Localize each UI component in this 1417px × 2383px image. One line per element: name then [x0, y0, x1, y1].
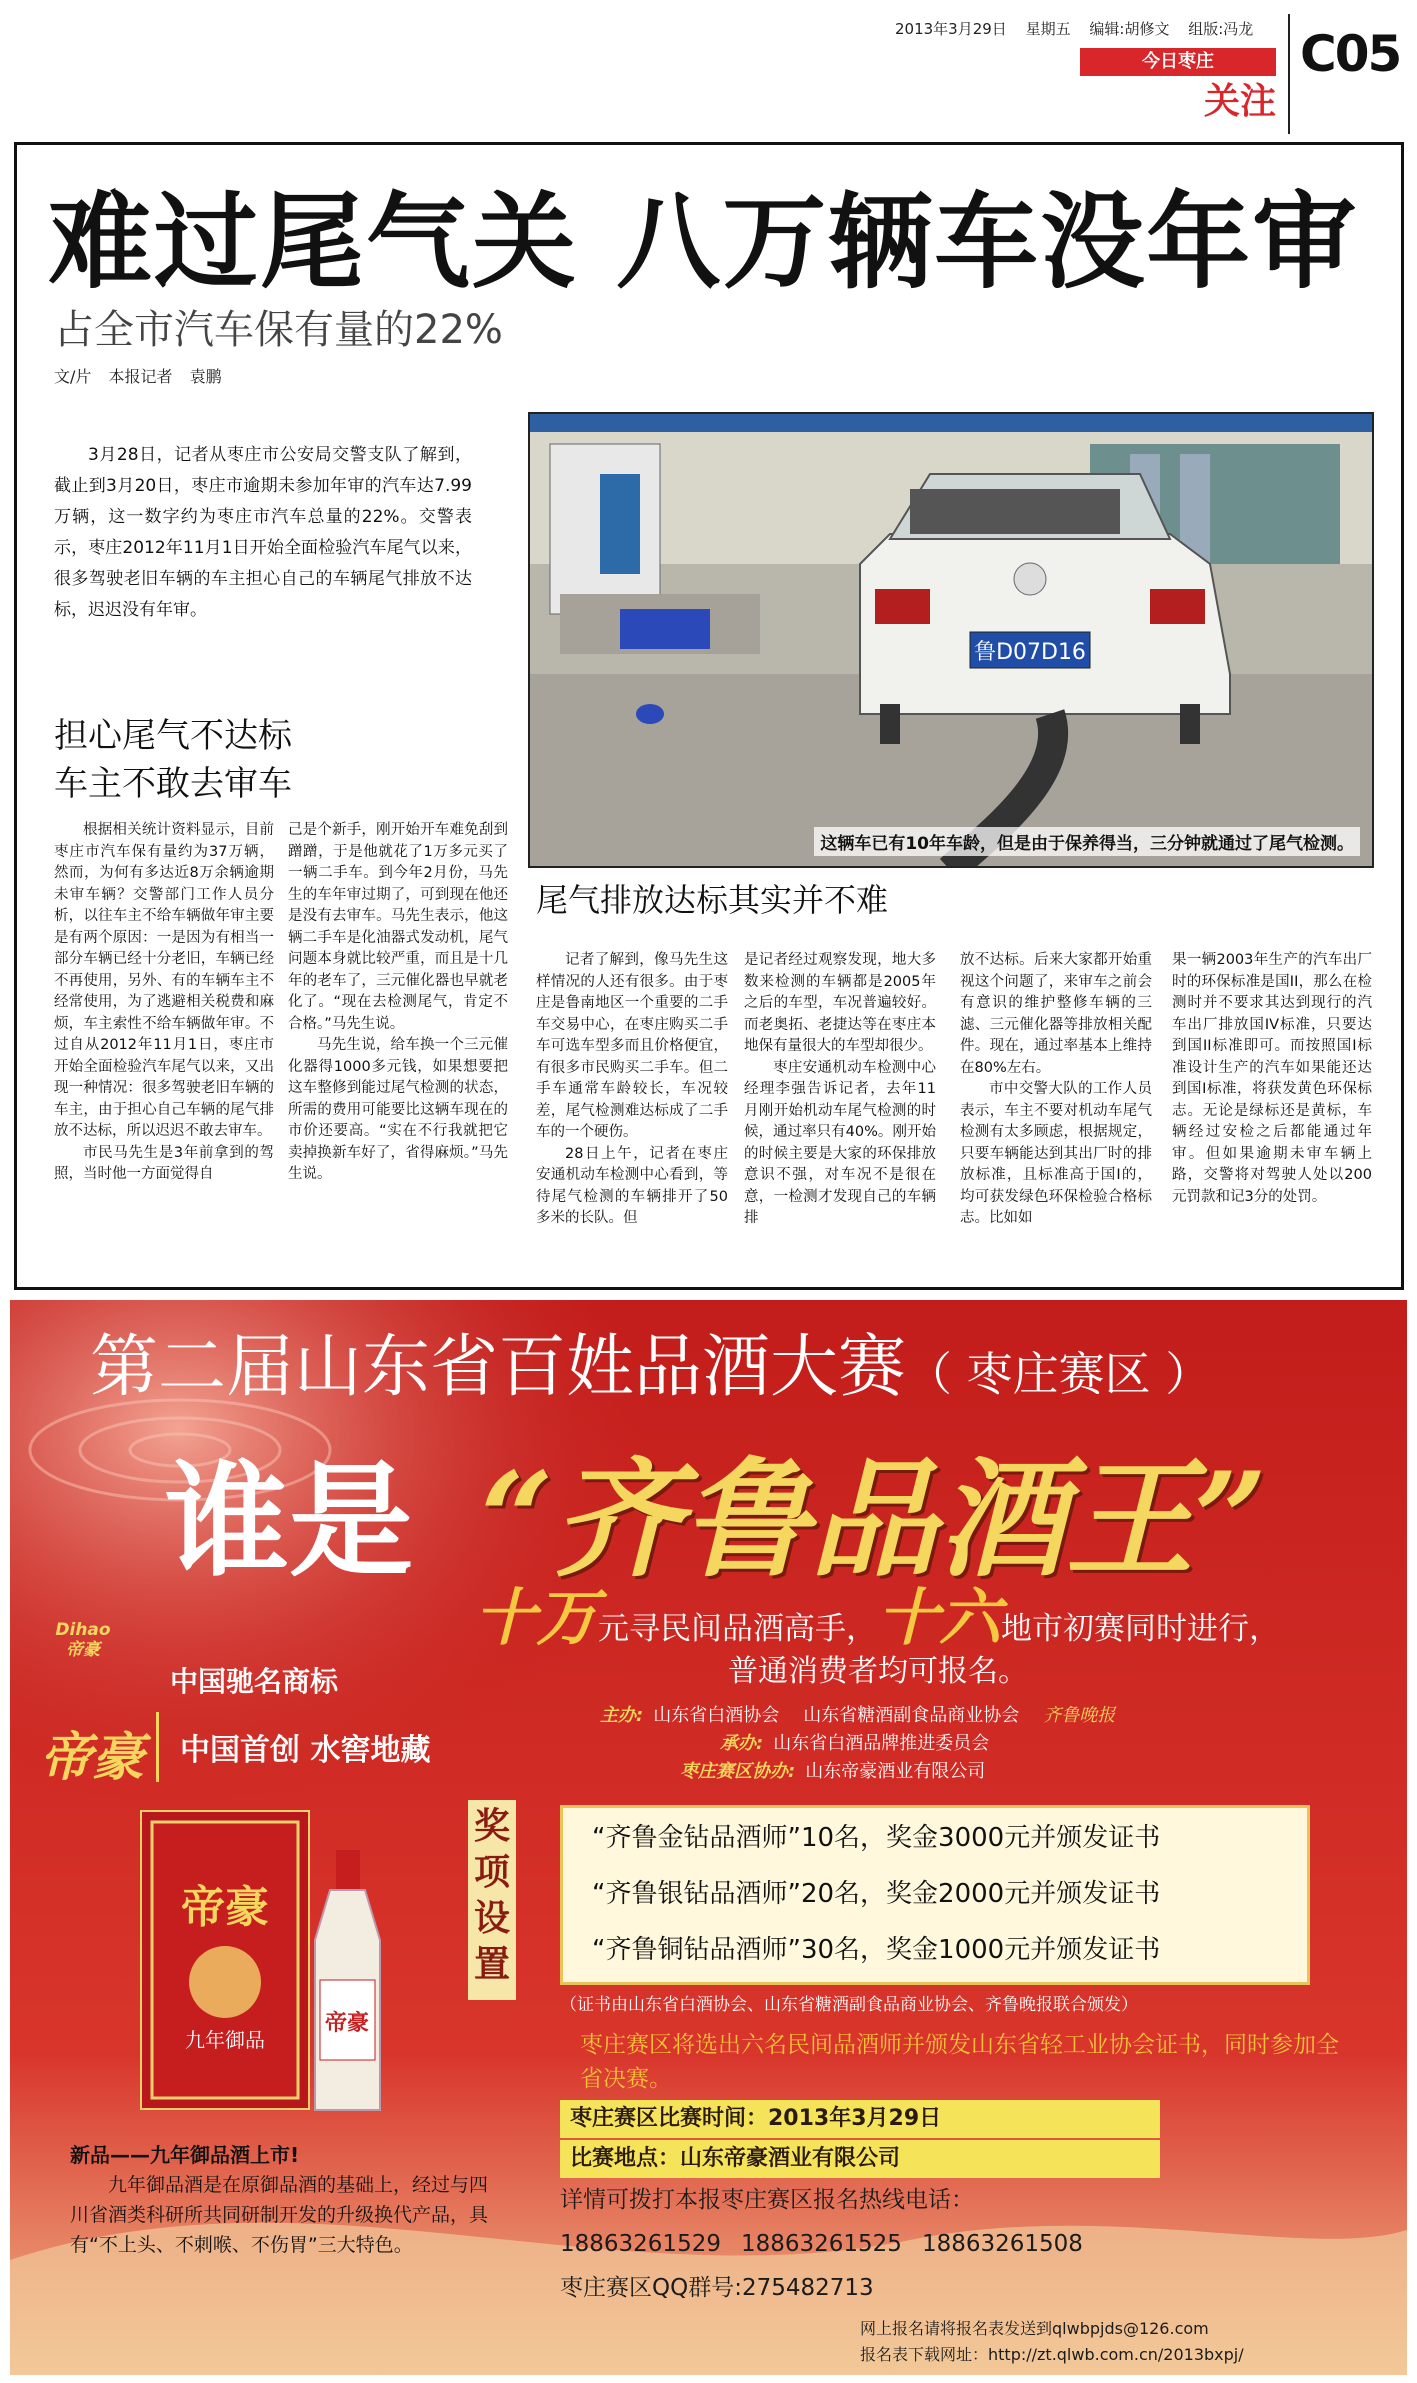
article-column-2: [288, 820, 508, 1186]
license-plate: 鲁D07D16: [974, 640, 1086, 665]
article-column-1: [54, 820, 274, 1186]
contest-place: 比赛地点：山东帝豪酒业有限公司: [560, 2140, 1160, 2178]
prize-silver: “齐鲁银钻品酒师”20名，奖金2000元并颁发证书: [592, 1879, 1161, 1909]
ad-host-row: [600, 1702, 1360, 1730]
ad-line-text-2: 地市初赛同时进行，: [1001, 1611, 1281, 1647]
column-paragraph: 记者了解到，像马先生这样情况的人还有很多。由于枣庄是鲁南地区一个重要的二手车交易中心，在枣庄购买二手车可选车型多而且价格便宜，有很多市民购买二手车。但二手车通常车龄较长，车况较差，尾气检测难达标成了二手车的一个硬伤。: [536, 952, 728, 1140]
host-3: 齐鲁晚报: [1043, 1705, 1116, 1726]
registration-email: 网上报名请将报名表发送到qlwbpjds@126.com: [860, 2319, 1209, 2338]
bottle-art: [300, 1850, 395, 2120]
ad-king-title: “齐鲁品酒王”: [480, 1445, 1268, 1595]
product-desc: 九年御品酒是在原御品酒的基础上，经过与四川省酒类科研所共同研制开发的升级换代产品，具有“不上头、不刺喉、不伤胃”三大特色。: [70, 2174, 489, 2256]
header-weekday: 星期五: [1025, 20, 1071, 38]
header-info: [895, 18, 1305, 39]
header-editor: 编辑:胡修文: [1089, 20, 1170, 38]
section-title: 关注: [1203, 81, 1276, 122]
article-photo: [528, 412, 1374, 868]
ad-undertake-row: [720, 1730, 1417, 1758]
undertake-label: 承办:: [720, 1733, 764, 1754]
byline-role: 本报记者: [108, 367, 173, 386]
ad-prize-line: [474, 1580, 1374, 1656]
prize-bronze: “齐鲁铜钻品酒师”30名，奖金1000元并颁发证书: [592, 1935, 1161, 1965]
co-label: 枣庄赛区协办:: [680, 1761, 796, 1782]
host-label: 主办:: [600, 1705, 644, 1726]
phone-number: 18863261529: [560, 2231, 721, 2257]
ad-title-main: 第二届山东省百姓品酒大赛: [90, 1328, 907, 1407]
column-paragraph: 市中交警大队的工作人员表示，车主不要对机动车尾气检测有太多顾虑，根据规定，只要车辆能达到其出厂时的排放标准，且标准高于国I的，均可获发绿色环保检验合格标志。比如如: [960, 1081, 1152, 1226]
article-column-3: [536, 950, 728, 1230]
lead-paragraph: 3月28日，记者从枣庄市公安局交警支队了解到，截止到3月20日，枣庄市逾期未参加年审的汽车达7.99万辆，这一数字约为枣庄市汽车总量的22%。交警表示，枣庄2012年11月1日开始全面检验汽车尾气以来，很多驾驶老旧车辆的车主担心自己的车辆尾气排放不达标，迟迟没有年审。: [54, 445, 472, 620]
ad-consumers-line: 普通消费者均可报名。: [728, 1654, 1028, 1689]
byline-author: 袁鹏: [189, 367, 222, 386]
box-brand: 帝豪: [181, 1882, 269, 1933]
phone-list: [560, 2226, 1340, 2262]
header-divider: [1288, 14, 1290, 134]
column-paragraph: 放不达标。后来大家都开始重视这个问题了，来审车之前会有意识的维护整修车辆的三滤、三元催化器等排放相关配件。现在，通过率基本上维持在80%左右。: [960, 952, 1152, 1076]
article-column-4: [744, 950, 936, 1230]
byline: [54, 364, 454, 387]
ad-co-row: [680, 1758, 1417, 1786]
bottle-label: 帝豪: [324, 2010, 370, 2036]
prize-gold: “齐鲁金钻品酒师”10名，奖金3000元并颁发证书: [592, 1823, 1161, 1853]
prize-title: 奖项设置: [468, 1800, 516, 2000]
subhead-worried-owners: [54, 712, 414, 808]
prize-note: （证书由山东省白酒协会、山东省糖酒副食品商业协会、齐鲁晚报联合颁发）: [560, 1995, 1138, 2015]
selection-note: 枣庄赛区将选出六名民间品酒师并颁发山东省轻工业协会证书，同时参加全省决赛。: [580, 2032, 1339, 2092]
ad-who: 谁是: [165, 1450, 414, 1594]
ad-title-region: （ 枣庄赛区 ）: [906, 1347, 1212, 1401]
photo-caption: 这辆车已有10年车龄，但是由于保养得当，三分钟就通过了尾气检测。: [814, 827, 1360, 856]
brand-name: 帝豪: [40, 1727, 145, 1788]
column-paragraph: 28日上午，记者在枣庄安通机动车检测中心看到，等待尾气检测的车辆排开了50多米的长队。但: [536, 1145, 728, 1226]
column-paragraph: 己是个新手，刚开始开车难免刮到蹭蹭，于是他就花了1万多元买了一辆二手车。到今年2月份，马先生的车年审过期了，可到现在他还是没有去审车。马先生表示，他这辆二手车是化油器式发动机，尾气问题本身就比较严重，而且是十几年的老车了，三元催化器也早就老化了。“现在去检测尾气，肯定不合格。”马先生说。: [288, 822, 508, 1032]
brand-logo: Dihao 帝豪: [55, 1620, 111, 1660]
hotline: [560, 2182, 1340, 2306]
product-box-art: [142, 1812, 308, 2108]
hotline-label: 详情可拨打本报枣庄赛区报名热线电话：: [560, 2187, 974, 2213]
column-paragraph: 市民马先生是3年前拿到的驾照，当时他一方面觉得自: [54, 1144, 274, 1182]
subhead-not-difficult: 尾气排放达标其实并不难: [536, 881, 889, 919]
ad-line-text-1: 元寻民间品酒高手，: [598, 1611, 878, 1647]
header-date: 2013年3月29日: [895, 20, 1007, 38]
brand-slogan-2: 中国首创 水窖地藏: [180, 1733, 431, 1768]
online-registration: [860, 2316, 1360, 2368]
ad-big-number-1: 十万: [474, 1581, 599, 1654]
product-title: 新品——九年御品酒上市!: [70, 2143, 300, 2167]
column-paragraph: 根据相关统计资料显示，目前枣庄市汽车保有量约为37万辆，然而，为何有多达近8万余辆逾期未审车辆？交警部门工作人员分析，以往车主不给车辆做年审主要是有两个原因：一是因为有相当一部分车辆已经十分老旧，车辆已经不再使用，另外、有的车辆车主不经常使用，为了逃避相关税费和麻烦，车主索性不给车辆做年审。不过自从2012年11月1日，枣庄市开始全面检验汽车尾气以来，又出现一种情况：很多驾驶老旧车辆的车主，由于担心自己车辆的尾气排放不达标，所以迟迟不敢去审车。: [54, 822, 274, 1139]
headline: 难过尾气关 八万辆车没年审: [48, 181, 1359, 303]
co-org: 山东帝豪酒业有限公司: [805, 1761, 986, 1782]
box-sub: 九年御品: [185, 2028, 265, 2052]
column-paragraph: 果一辆2003年生产的汽车出厂时的环保标准是国II，那么在检测时并不要求其达到现行的汽车出厂排放国IV标准，只要达到国II标准即可。而按照国I标准设计生产的汽车如果能还达到国I标准，将获发黄色环保标志。无论是绿标还是黄标，车辆经过安检之后都能通过年审。但如果逾期未审车辆上路，交警将对驾驶人处以200元罚款和记3分的处罚。: [1172, 952, 1372, 1205]
phone-number: 18863261525: [740, 2231, 902, 2257]
product-intro: [70, 2140, 500, 2260]
brand-divider: [156, 1712, 159, 1782]
undertake-org: 山东省白酒品牌推进委员会: [773, 1733, 990, 1754]
article-column-6: [1172, 950, 1372, 1208]
column-paragraph: 马先生说，给车换一个三元催化器得1000多元钱，如果想要把这车整修到能过尾气检测的状态，所需的费用可能要比这辆车现在的市价还要高。“实在不行我就把它卖掉换新车好了，省得麻烦。”马先生说。: [288, 1037, 508, 1182]
header-layout: 组版:冯龙: [1188, 20, 1254, 38]
subhead-1-line: 担心尾气不达标 车主不敢去审车: [54, 716, 292, 804]
column-paragraph: 是记者经过观察发现，地大多数来检测的车辆都是2005年之后的车型，车况普遍较好。而老奥拓、老捷达等在枣庄本地保有量很大的车型却很少。: [744, 952, 936, 1054]
contest-time: 枣庄赛区比赛时间：2013年3月29日: [560, 2100, 1160, 2138]
byline-type: 文/片: [54, 367, 92, 386]
host-2: 山东省糖酒副食品商业协会: [803, 1705, 1020, 1726]
column-paragraph: 枣庄安通机动车检测中心经理李强告诉记者，去年11月刚开始机动车尾气检测的时候，通过率只有40%。刚开始的时候主要是大家的环保排放意识不强，对车况不是很在意，一检测才发现自己的车辆排: [744, 1059, 936, 1226]
section-tag: 今日枣庄: [1080, 48, 1276, 76]
qq-group: 枣庄赛区QQ群号:275482713: [560, 2275, 874, 2301]
host-1: 山东省白酒协会: [653, 1705, 780, 1726]
article-column-5: [960, 950, 1152, 1230]
ad-big-number-2: 十六: [877, 1581, 1002, 1654]
phone-number: 18863261508: [921, 2231, 1083, 2257]
product-box: [140, 1810, 310, 2110]
product-bottle: [300, 1850, 395, 2120]
subtitle: 占全市汽车保有量的22%: [54, 307, 503, 353]
brand-slogan-1: 中国驰名商标: [170, 1665, 339, 1698]
car-photo-illustration: [530, 414, 1374, 868]
registration-download: 报名表下载网址：http://zt.qlwb.com.cn/2013bxpj/: [860, 2345, 1244, 2364]
ad-title: [90, 1322, 1340, 1414]
page-number: C05: [1300, 25, 1401, 83]
